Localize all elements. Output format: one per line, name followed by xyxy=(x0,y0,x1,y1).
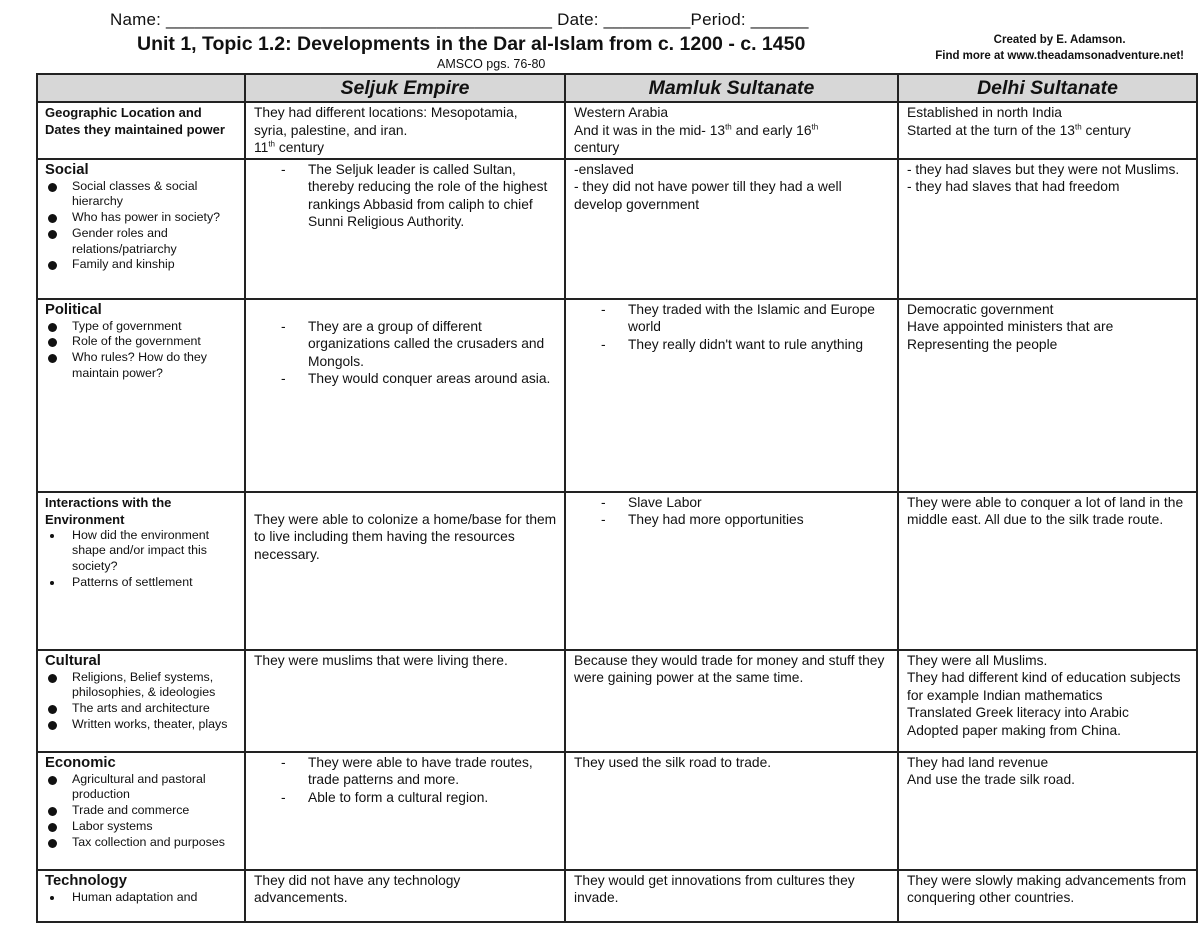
cell-line: -enslaved xyxy=(574,161,634,177)
corner-cell xyxy=(37,74,245,102)
cell-line: Established in north India xyxy=(907,105,1062,120)
row-head-environment xyxy=(37,492,245,650)
cell-line: century xyxy=(574,140,620,155)
credit-website: Find more at www.theadamsonadventure.net! xyxy=(935,50,1184,62)
table-row xyxy=(37,870,1197,922)
cell-mamluk-political[interactable] xyxy=(565,299,898,492)
row-head-cultural xyxy=(37,650,245,752)
row-head-social xyxy=(37,159,245,299)
subtopic-item: Written works, theater, plays xyxy=(72,717,237,733)
cell-line: Translated Greek literacy into Arabic xyxy=(907,705,1129,720)
cell-line: They used the silk road to trade. xyxy=(574,754,772,770)
subtopic-item: Type of government xyxy=(72,319,237,335)
table-row xyxy=(37,159,1197,299)
subtopic-item: Social classes & social hierarchy xyxy=(72,179,237,211)
table-row xyxy=(37,752,1197,870)
cell-line: - they did not have power till they had a well develop government xyxy=(574,179,842,212)
cell-line: They had land revenue xyxy=(907,754,1049,770)
cell-seljuk-environment[interactable] xyxy=(245,492,565,650)
subtopic-item: Gender roles and relations/patriarchy xyxy=(72,226,237,258)
cell-delhi-political[interactable] xyxy=(898,299,1197,492)
subtopic-item: Patterns of settlement xyxy=(72,575,237,591)
cell-bullet: - They would conquer areas around asia. xyxy=(308,370,557,388)
cell-line: They were slowly making advancements from conquering other countries. xyxy=(907,872,1187,905)
cell-line: They had different locations: Mesopotamia, xyxy=(254,105,518,120)
table-row xyxy=(37,492,1197,650)
table-row xyxy=(37,650,1197,752)
row-title: Economic xyxy=(45,754,116,771)
row-title: Cultural xyxy=(45,652,101,669)
subtopic-item: Who rules? How do they maintain power? xyxy=(72,350,237,382)
cell-delhi-social[interactable] xyxy=(898,159,1197,299)
cell-line: They had different kind of education subjects for example Indian mathematics xyxy=(907,670,1181,703)
cell-delhi-economic[interactable] xyxy=(898,752,1197,870)
comparison-table xyxy=(36,73,1198,923)
cell-bullet: - They traded with the Islamic and Europe world xyxy=(628,301,890,336)
page-title: Unit 1, Topic 1.2: Developments in the Dar al-Islam from c. 1200 - c. 1450 xyxy=(137,33,806,55)
subtopic-item: Human adaptation and xyxy=(72,890,237,906)
subtopic-item: Agricultural and pastoral production xyxy=(72,772,237,804)
column-header-seljuk: Seljuk Empire xyxy=(245,74,565,102)
cell-bullet: - Slave Labor xyxy=(628,494,890,512)
cell-mamluk-cultural[interactable] xyxy=(565,650,898,752)
row-title: Geographic Location and Dates they maintained power xyxy=(45,105,225,137)
cell-line: And use the trade silk road. xyxy=(907,772,1075,787)
name-date-period-line[interactable]: Name: ________________________________________ Date: _________Period: ______ xyxy=(110,10,809,29)
cell-bullet: - Able to form a cultural region. xyxy=(308,789,557,807)
cell-line: Adopted paper making from China. xyxy=(907,722,1121,738)
cell-bullet: - They were able to have trade routes, trade patterns and more. xyxy=(308,754,557,789)
cell-line: Western Arabia xyxy=(574,105,669,120)
cell-delhi-location[interactable] xyxy=(898,102,1197,159)
cell-seljuk-social[interactable] xyxy=(245,159,565,299)
cell-line: - they had slaves but they were not Muslims. xyxy=(907,161,1180,177)
credit-block xyxy=(935,32,1184,64)
cell-line: Because they would trade for money and stuff they were gaining power at the same time. xyxy=(574,652,885,685)
cell-line: Democratic government xyxy=(907,301,1054,317)
cell-line: They were all Muslims. xyxy=(907,652,1048,668)
cell-line: They were able to conquer a lot of land in the middle east. All due to the silk trade route. xyxy=(907,494,1184,527)
cell-delhi-cultural[interactable] xyxy=(898,650,1197,752)
column-header-mamluk: Mamluk Sultanate xyxy=(565,74,898,102)
row-head-technology xyxy=(37,870,245,922)
row-head-political xyxy=(37,299,245,492)
row-title: Political xyxy=(45,301,102,318)
subtopic-item: Tax collection and purposes xyxy=(72,835,237,851)
column-header-delhi: Delhi Sultanate xyxy=(898,74,1197,102)
cell-line: Started at the turn of the 13th century xyxy=(907,121,1131,138)
subtopic-item: Labor systems xyxy=(72,819,237,835)
table-row xyxy=(37,102,1197,159)
subtopic-item: Religions, Belief systems, philosophies, & ideologies xyxy=(72,670,237,702)
cell-line: They were muslims that were living there. xyxy=(254,652,508,668)
row-title: Technology xyxy=(45,872,127,889)
cell-seljuk-location[interactable] xyxy=(245,102,565,159)
textbook-pages: AMSCO pgs. 76-80 xyxy=(437,57,546,71)
cell-mamluk-social[interactable] xyxy=(565,159,898,299)
cell-line: They would get innovations from cultures they invade. xyxy=(574,872,855,905)
cell-line: syria, palestine, and iran. xyxy=(254,122,408,138)
table-header-row xyxy=(37,74,1197,102)
cell-bullet: - They are a group of different organizations called the crusaders and Mongols. xyxy=(308,318,557,371)
subtopic-item: The arts and architecture xyxy=(72,701,237,717)
row-head-economic xyxy=(37,752,245,870)
cell-line: And it was in the mid- 13th and early 16th xyxy=(574,121,819,138)
cell-mamluk-environment[interactable] xyxy=(565,492,898,650)
cell-bullet: - They really didn't want to rule anything xyxy=(628,336,890,354)
cell-mamluk-location[interactable] xyxy=(565,102,898,159)
row-title: Social xyxy=(45,161,89,178)
cell-seljuk-technology[interactable] xyxy=(245,870,565,922)
cell-mamluk-economic[interactable] xyxy=(565,752,898,870)
row-title: Interactions with the Environment xyxy=(45,494,172,527)
cell-line: Have appointed ministers that are Representing the people xyxy=(907,319,1114,352)
subtopic-item: Family and kinship xyxy=(72,257,237,273)
cell-seljuk-political[interactable] xyxy=(245,299,565,492)
cell-line: - they had slaves that had freedom xyxy=(907,179,1120,194)
subtopic-item: Role of the government xyxy=(72,334,237,350)
subtopic-item: How did the environment shape and/or impact this society? xyxy=(72,528,237,575)
cell-line: 11th century xyxy=(254,139,325,155)
cell-line: They did not have any technology advancements. xyxy=(254,872,461,905)
subtopic-item: Trade and commerce xyxy=(72,803,237,819)
cell-delhi-technology[interactable] xyxy=(898,870,1197,922)
cell-seljuk-cultural[interactable] xyxy=(245,650,565,752)
subtopic-item: Who has power in society? xyxy=(72,210,237,226)
cell-line: They were able to colonize a home/base for them to live including them having the resources necessary. xyxy=(254,511,557,562)
cell-bullet: - They had more opportunities xyxy=(628,511,890,529)
cell-mamluk-technology[interactable] xyxy=(565,870,898,922)
cell-delhi-environment[interactable] xyxy=(898,492,1197,650)
cell-bullet: - The Seljuk leader is called Sultan, thereby reducing the role of the highest rankings Abbasid from caliph to chief Sunni Religious Authority. xyxy=(308,161,557,231)
row-head-location xyxy=(37,102,245,159)
cell-seljuk-economic[interactable] xyxy=(245,752,565,870)
table-row xyxy=(37,299,1197,492)
credit-author: Created by E. Adamson. xyxy=(993,34,1126,46)
